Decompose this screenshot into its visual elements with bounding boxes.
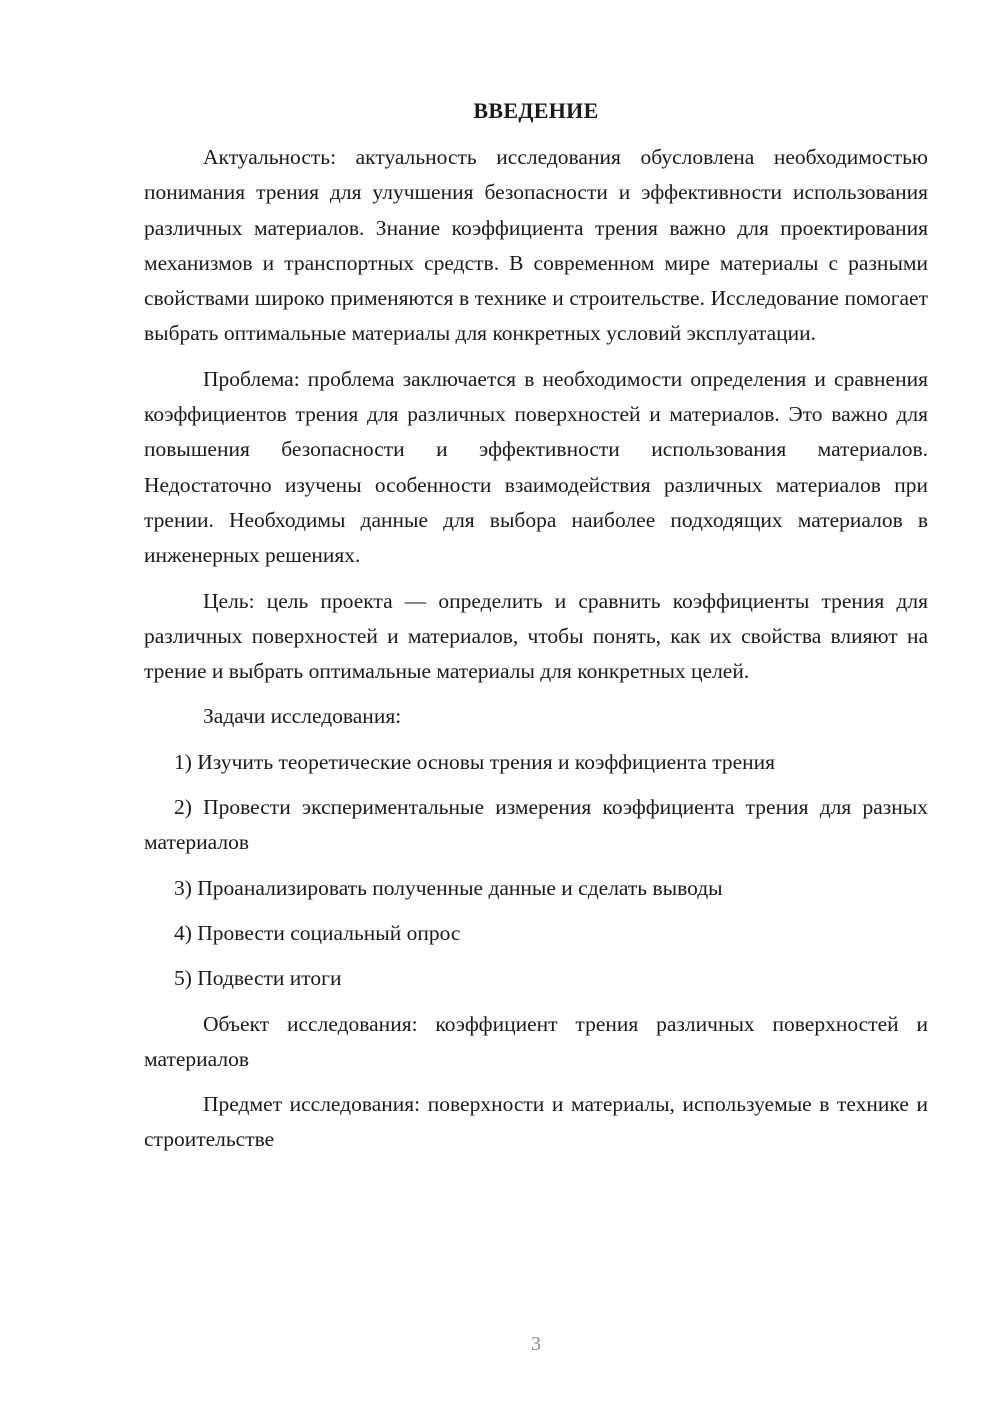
paragraph-goal: Цель: цель проекта — определить и сравнить коэффициенты трения для различных поверхностей и материалов, чтобы понять, как их свойства влияют на трение и выбрать оптимальные материалы для конкретных целей. (144, 588, 928, 684)
paragraph-subject: Предмет исследования: поверхности и материалы, используемые в технике и строительстве (144, 1092, 928, 1152)
task-item-4: 4) Провести социальный опрос (174, 920, 461, 945)
page-number: 3 (531, 1333, 541, 1355)
task-item-2: 2) Провести экспериментальные измерения коэффициента трения для разных материалов (144, 795, 928, 855)
paragraph-problem: Проблема: проблема заключается в необходимости определения и сравнения коэффициентов трения для различных поверхностей и материалов. Это важно для повышения безопасности и эффективности использования материалов. Недостаточно изучены особенности взаимодействия различных материалов при трении. Необходимы данные для выбора наиболее подходящих материалов в инженерных решениях. (144, 366, 928, 568)
tasks-heading: Задачи исследования: (203, 704, 402, 729)
task-item-5: 5) Подвести итоги (174, 966, 342, 991)
task-item-3: 3) Проанализировать полученные данные и сделать выводы (174, 875, 723, 900)
document-page (144, 96, 928, 1168)
section-title: ВВЕДЕНИЕ (473, 98, 599, 123)
paragraph-relevance: Актуальность: актуальность исследования обусловлена необходимостью понимания трения для улучшения безопасности и эффективности использования различных материалов. Знание коэффициента трения важно для проектирования механизмов и транспортных средств. В современном мире материалы с разными свойствами широко применяются в технике и строительстве. Исследование помогает выбрать оптимальные материалы для конкретных условий эксплуатации. (144, 145, 928, 346)
task-item-1: 1) Изучить теоретические основы трения и коэффициента трения (174, 749, 776, 774)
paragraph-object: Объект исследования: коэффициент трения различных поверхностей и материалов (144, 1011, 928, 1071)
